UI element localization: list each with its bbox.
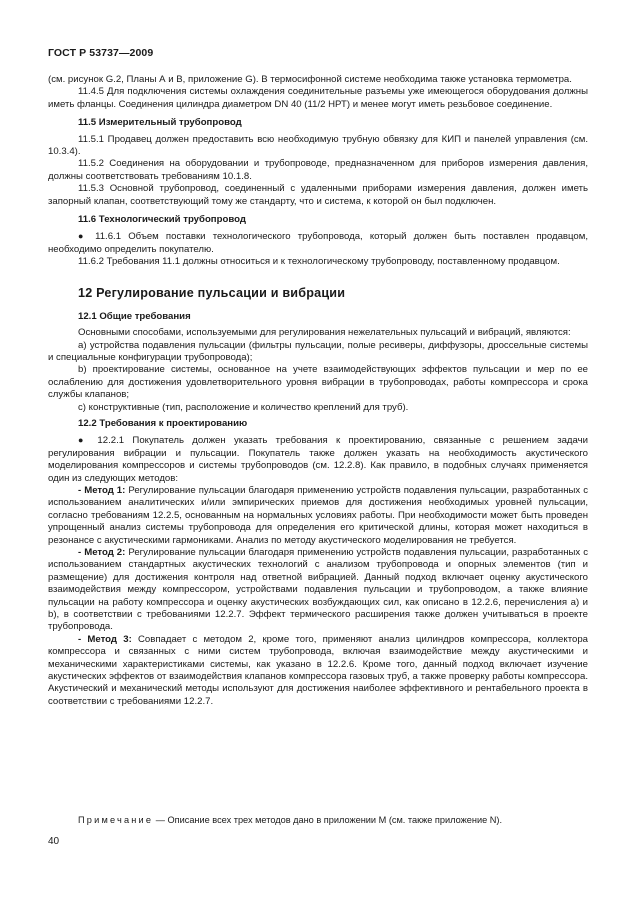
method-text: Регулирование пульсации благодаря применению устройств подавления пульсации, разработанных с использованием аналитических и/или эмпирических приемов для достижения необходимых уровней пульсации, согласно требованиям 12.2.5, основанным на нормальных условиях работы. При необходимости может быть проведен упрощенный анализ системы трубопровода для определения его критической длины, которая может находиться в резонансе с акустическими гармониками. Анализ по методу акустического моделирования не требуется. [48, 484, 589, 546]
standard-header: ГОСТ Р 53737—2009 [48, 47, 154, 59]
paragraph-11-5-2: 11.5.2 Соединения на оборудовании и трубопроводе, предназначенном для приборов измерения давления, должны соответствовать требованиям 10.1.8. [48, 158, 588, 182]
list-item-c: с) конструктивные (тип, расположение и количество креплений для труб). [78, 401, 409, 413]
bullet-icon: ● [78, 231, 88, 242]
method-label: - Метод 2: [78, 547, 126, 558]
paragraph-text: 11.6.1 Объем поставки технологического трубопровода, который должен быть поставлен продавцом, необходимо определить покупателю. [48, 231, 589, 255]
method-text: Регулирование пульсации благодаря применению устройств подавления пульсации, разработанных с использованием стандартных акустических технологий с анализом трубопровода и опорных элементов (тип и размещение) для достижения контроля над ответной вибрацией. Данный подход включает оценку акустического взаимодействия между компрессором, устройствами подавления пульсации и трубопроводом, а также влияние пульсации на работу компрессора и оценку акустических возбуждающих сил, как описано в 12.2.6, перечисления а) и b), в соответствии с требованиями 12.2.7. Эффект термического расширения также должен учитываться в проекте трубопровода. [48, 547, 589, 633]
section-heading-11-6: 11.6 Технологический трубопровод [78, 214, 246, 226]
section-heading-12-1: 12.1 Общие требования [78, 310, 191, 322]
paragraph-11-4-5: 11.4.5 Для подключения системы охлаждения соединительные разъемы уже имеющегося оборудования должны иметь фланцы. Соединения цилиндра диаметром DN 40 (11/2 НРТ) и менее могут иметь резьбовое соединение. [48, 86, 588, 110]
paragraph: (см. рисунок G.2, Планы А и В, приложение G). В термосифонной системе необходима также установка термометра. [48, 74, 572, 85]
note-label: Примечание [78, 815, 154, 825]
method-label: - Метод 3: [78, 633, 132, 645]
paragraph-12-2-1 [48, 434, 588, 485]
bullet-icon: ● [78, 435, 90, 446]
method-text: Совпадает с методом 2, кроме того, применяют анализ цилиндров компрессора, коллектора компрессора и связанных с ними систем трубопровода, включая взаимодействие между акустическими и механическими характеристиками системы, как указано в 12.2.6. Кроме того, данный подход включает изучение акустических эффектов от взаимодействия клапанов компрессора газовых труб, а также проверку работы компрессора. Акустический и механический методы используют для достижения наиболее эффективного и рентабельного проекта в соответствии с требованиями 12.2.7. [48, 633, 588, 707]
method-3 [48, 634, 588, 708]
note [78, 815, 502, 825]
method-1 [48, 485, 588, 547]
chapter-heading-12: 12 Регулирование пульсации и вибрации [78, 285, 346, 300]
paragraph-text: 12.2.1 Покупатель должен указать требования к проектированию, связанные с решением задачи регулирования вибрации и пульсации. Покупатель также должен указать на необходимость акустического моделирования компрессоров и системы трубопроводов (см. 12.2.8). Как правило, в подобных случаях применяется один из следующих методов: [48, 435, 589, 484]
note-text: — Описание всех трех методов дано в приложении М (см. также приложение N). [153, 815, 502, 825]
list-item-a: а) устройства подавления пульсации (фильтры пульсации, полые ресиверы, диффузоры, дроссельные системы и специальные конфигурации трубопровода); [48, 339, 588, 363]
page-body [48, 74, 588, 708]
paragraph-11-6-2: 11.6.2 Требования 11.1 должны относиться и к технологическому трубопроводу, поставленному продавцом. [78, 256, 560, 268]
paragraph-11-5-3: 11.5.3 Основной трубопровод, соединенный с удаленными приборами измерения давления, должен иметь запорный клапан, соответствующий тому же стандарту, что и система, к которой он был подключен. [48, 183, 588, 207]
page-number: 40 [48, 836, 60, 847]
paragraph-11-5-1: 11.5.1 Продавец должен предоставить всю необходимую трубную обвязку для КИП и панелей управления (см. 10.3.4). [48, 133, 588, 158]
method-2 [48, 547, 588, 634]
section-heading-11-5: 11.5 Измерительный трубопровод [78, 117, 242, 129]
paragraph-12-1-intro: Основными способами, используемыми для регулирования нежелательных пульсаций и вибраций, являются: [78, 327, 571, 339]
section-heading-12-2: 12.2 Требования к проектированию [78, 417, 248, 429]
method-label: - Метод 1: [78, 484, 126, 496]
paragraph-11-6-1 [48, 230, 588, 256]
list-item-b: b) проектирование системы, основанное на учете взаимодействующих эффектов пульсации и мер по ее ослаблению для достижения удовлетворительного уровня вибрации в трубопроводах, работы компрессора и срока службы клапанов; [48, 364, 588, 401]
